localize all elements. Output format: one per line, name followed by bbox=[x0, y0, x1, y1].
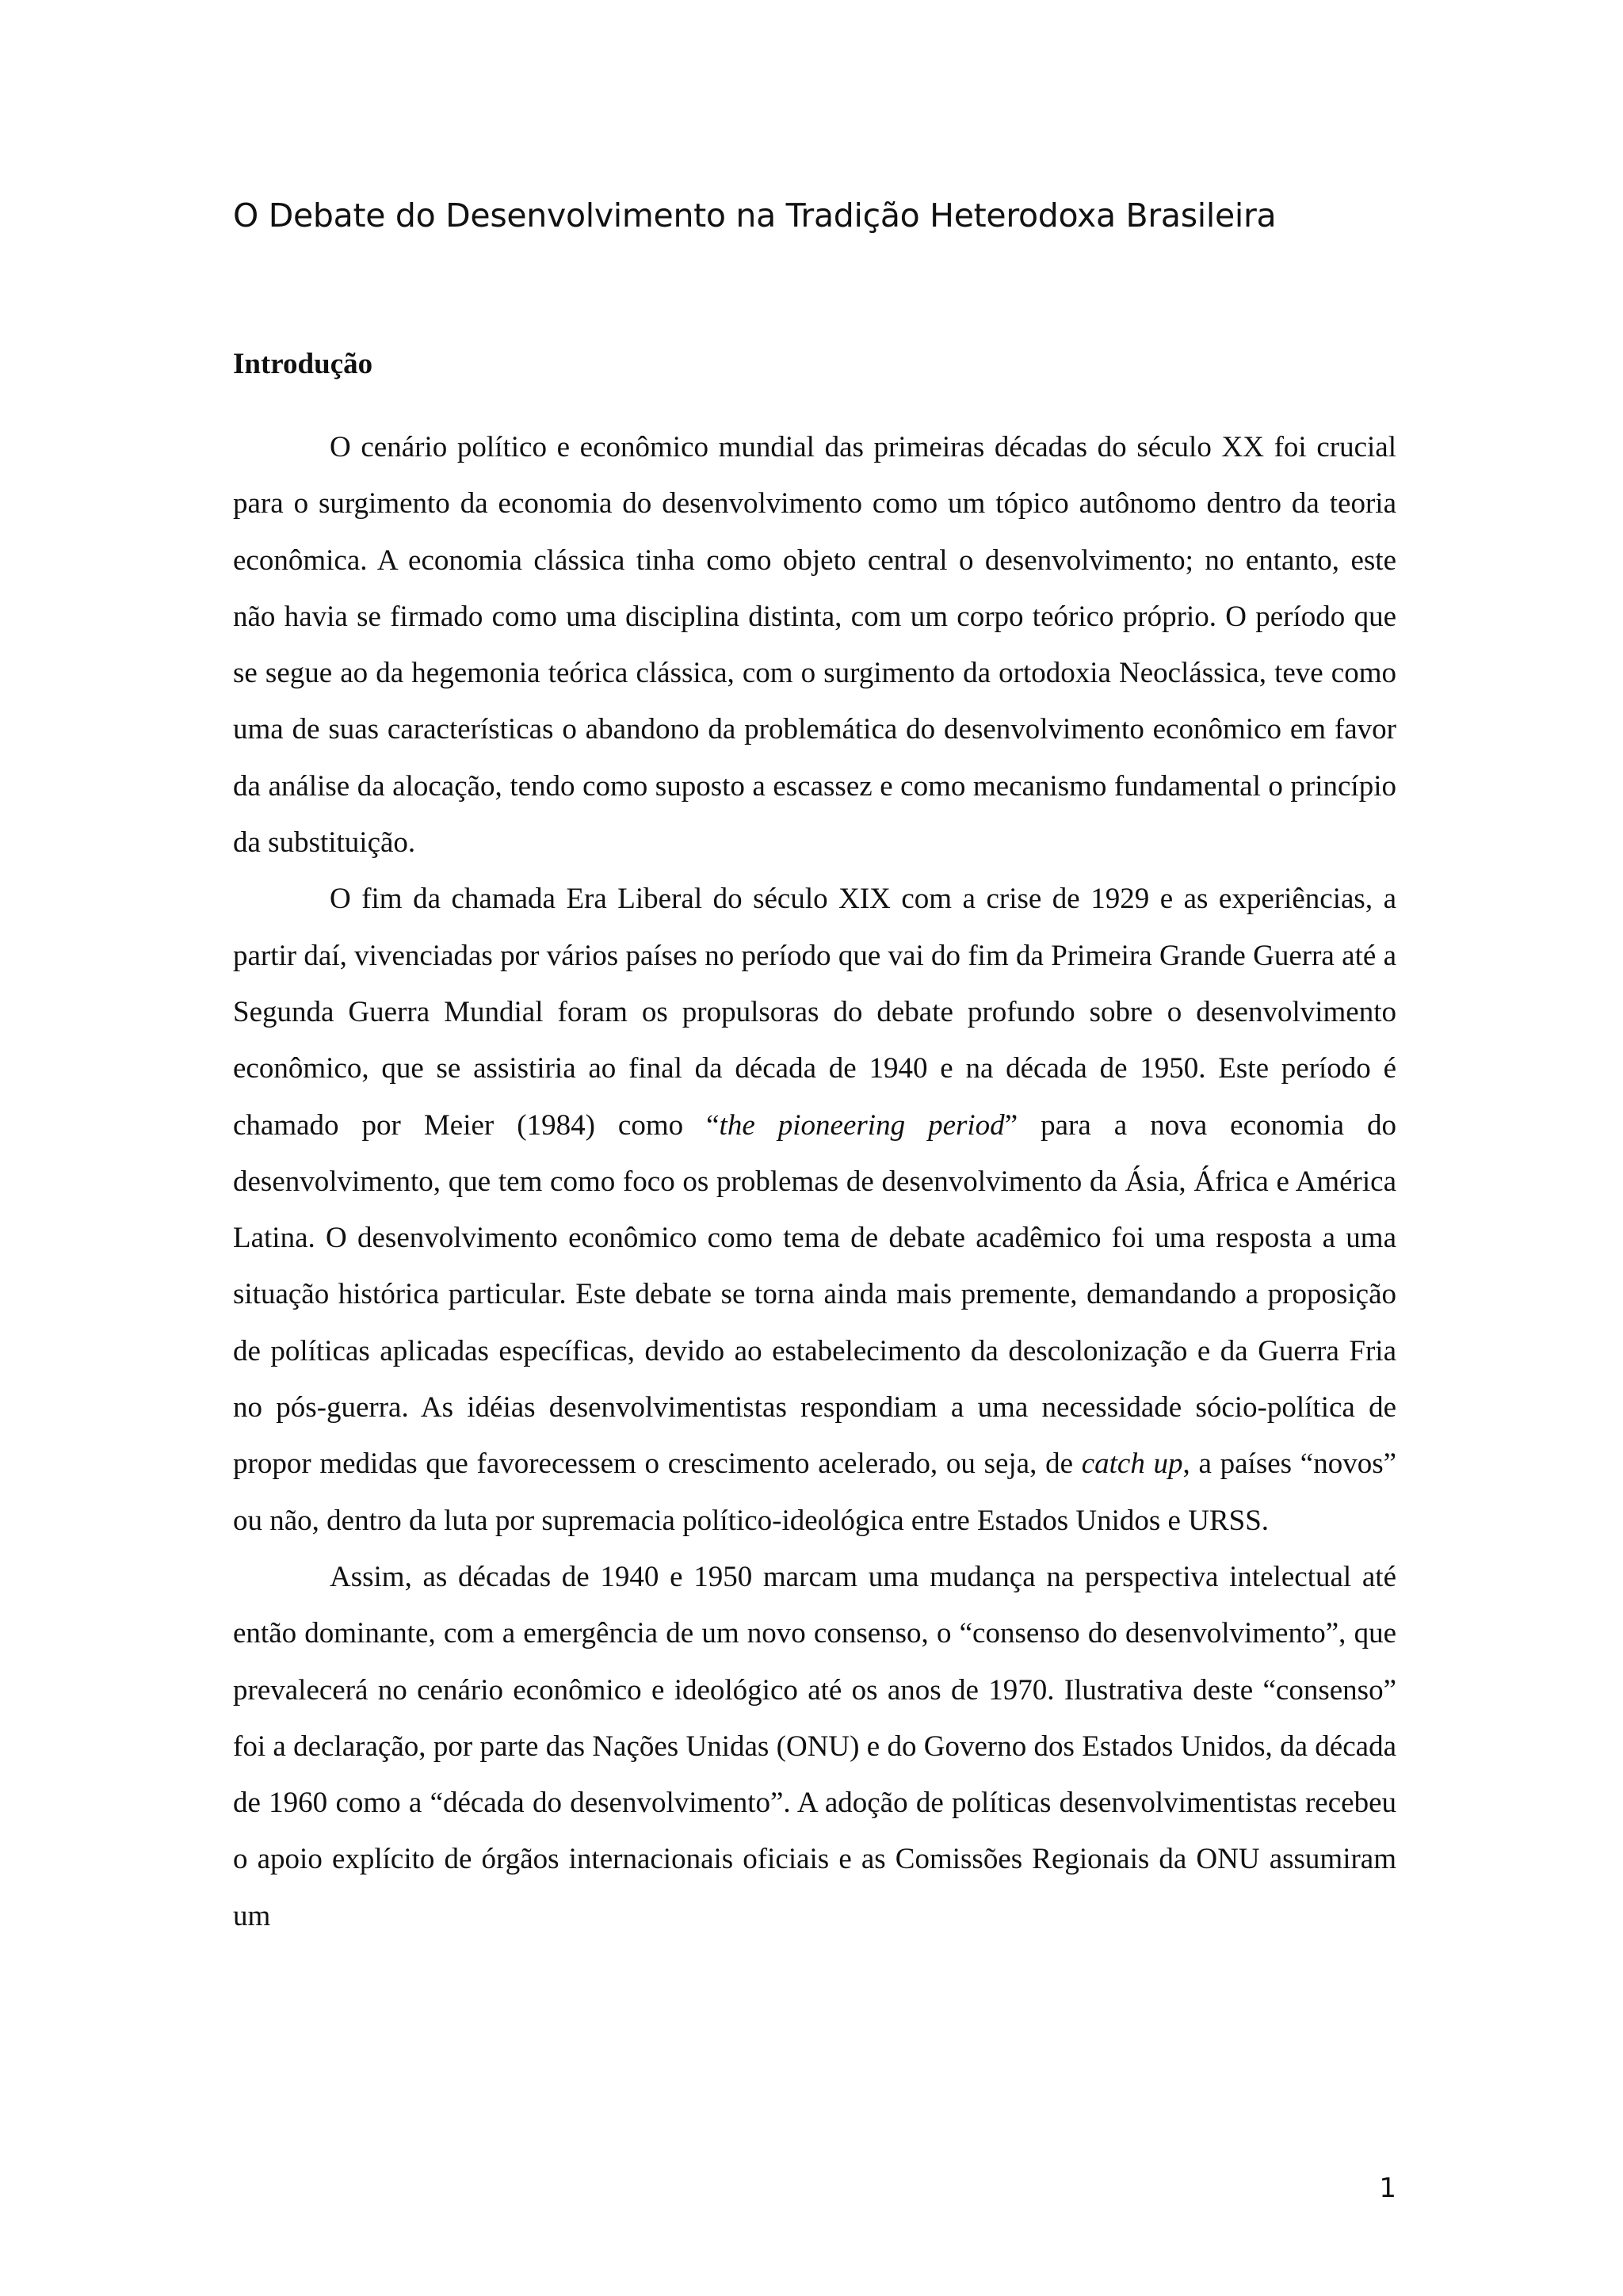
paragraph-text: ” para a nova economia do desenvolvimento, que tem como foco os problemas de desenvolvimento da Ásia, África e América Latina. O desenvolvimento econômico como tema de debate acadêmico foi uma resposta a uma situação histórica particular. Este debate se torna ainda mais premente, demandando a proposição de políticas aplicadas específicas, devido ao estabelecimento da descolonização e da Guerra Fria no pós-guerra. As idéias desenvolvimentistas respondiam a uma necessidade sócio-política de propor medidas que favorecessem o crescimento acelerado, ou seja, de bbox=[233, 1108, 1397, 1481]
paragraph bbox=[233, 1549, 1396, 1944]
paragraph bbox=[233, 419, 1396, 871]
italic-term: catch up bbox=[1081, 1447, 1183, 1481]
document-title: O Debate do Desenvolvimento na Tradição Heterodoxa Brasileira bbox=[233, 196, 1277, 235]
paragraph-text: O fim da chamada Era Liberal do século XIX com a crise de 1929 e as experiências, a partir daí, vivenciadas por vários países no período que vai do fim da Primeira Grande Guerra até a Segunda Guerra Mundial foram os propulsoras do debate profundo sobre o desenvolvimento econômico, que se assistiria ao final da década de 1940 e na década de 1950. Este período é chamado por Meier (1984) como “ bbox=[233, 883, 1396, 1142]
paragraph bbox=[233, 871, 1396, 1549]
section-heading-introduction: Introdução bbox=[233, 348, 373, 380]
paragraph-text: , a países “novos” ou não, dentro da luta por supremacia político-ideológica entre Estados Unidos e URSS. bbox=[233, 1447, 1397, 1537]
italic-term: the pioneering period bbox=[719, 1108, 1005, 1142]
page-number: 1 bbox=[1379, 2172, 1396, 2204]
paragraph-text: Assim, as décadas de 1940 e 1950 marcam uma mudança na perspectiva intelectual até então dominante, com a emergência de um novo consenso, o “consenso do desenvolvimento”, que prevalecerá no cenário econômico e ideológico até os anos de 1970. Ilustrativa deste “consenso” foi a declaração, por parte das Nações Unidas (ONU) e do Governo dos Estados Unidos, da década de 1960 como a “década do desenvolvimento”. A adoção de políticas desenvolvimentistas recebeu o apoio explícito de órgãos internacionais oficiais e as Comissões Regionais da ONU assumiram um bbox=[233, 1560, 1396, 1932]
paragraph-text: O cenário político e econômico mundial das primeiras décadas do século XX foi crucial para o surgimento da economia do desenvolvimento como um tópico autônomo dentro da teoria econômica. A economia clássica tinha como objeto central o desenvolvimento; no entanto, este não havia se firmado como uma disciplina distinta, com um corpo teórico próprio. O período que se segue ao da hegemonia teórica clássica, com o surgimento da ortodoxia Neoclássica, teve como uma de suas características o abandono da problemática do desenvolvimento econômico em favor da análise da alocação, tendo como suposto a escassez e como mecanismo fundamental o princípio da substituição. bbox=[233, 431, 1396, 860]
body-text bbox=[233, 419, 1396, 1944]
